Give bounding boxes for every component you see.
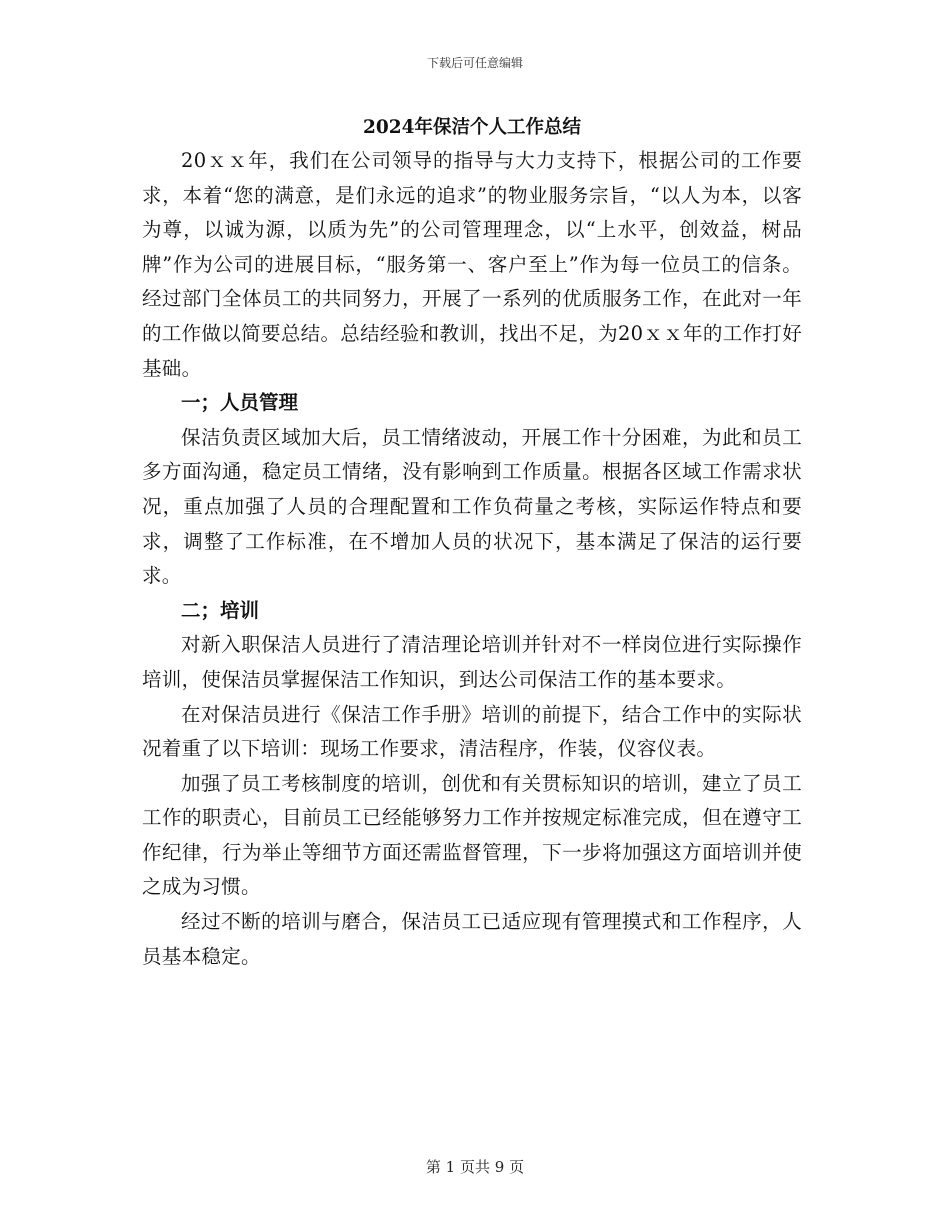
training-paragraph-4: 经过不断的培训与磨合，保洁员工已适应现有管理摸式和工作程序，人员基本稳定。: [142, 910, 802, 968]
document-body: [142, 112, 802, 974]
document-title: 2024年保洁个人工作总结: [363, 117, 581, 138]
section-heading-personnel: 一；人员管理: [181, 391, 299, 415]
page-footer: 第 1 页共 9 页: [425, 1158, 525, 1176]
training-paragraph-1: 对新入职保洁人员进行了清洁理论培训并针对不一样岗位进行实际操作培训，使保洁员掌握保洁工作知识，到达公司保洁工作的基本要求。: [142, 633, 802, 691]
personnel-paragraph: 保洁负责区域加大后，员工情绪波动，开展工作十分困难，为此和员工多方面沟通，稳定员工情绪，没有影响到工作质量。根据各区域工作需求状况，重点加强了人员的合理配置和工作负荷量之考核，实际运作特点和要求，调整了工作标准，在不增加人员的状况下，基本满足了保洁的运行要求。: [142, 425, 802, 588]
training-paragraph-3: 加强了员工考核制度的培训，创优和有关贯标知识的培训，建立了员工工作的职责心，目前员工已经能够努力工作并按规定标准完成，但在遵守工作纪律，行为举止等细节方面还需监督管理，下一步将加强这方面培训并使之成为习惯。: [142, 771, 802, 899]
section-heading-training: 二；培训: [181, 598, 260, 622]
page-header: 下载后可任意编辑: [426, 56, 523, 70]
intro-paragraph: 20ｘｘ年，我们在公司领导的指导与大力支持下，根据公司的工作要求，本着“您的满意，是们永远的追求”的物业服务宗旨，“以人为本，以客为尊，以诚为源，以质为先”的公司管理理念，以“上水平，创效益，树品牌”作为公司的进展目标，“服务第一、客户至上”作为每一位员工的信条。经过部门全体员工的共同努力，开展了一系列的优质服务工作，在此对一年的工作做以简要总结。总结经验和教训，找出不足，为20ｘｘ年的工作打好基础。: [142, 149, 802, 380]
training-paragraph-2: 在对保洁员进行《保洁工作手册》培训的前提下，结合工作中的实际状况着重了以下培训：现场工作要求，清洁程序，作装，仪容仪表。: [142, 702, 802, 761]
